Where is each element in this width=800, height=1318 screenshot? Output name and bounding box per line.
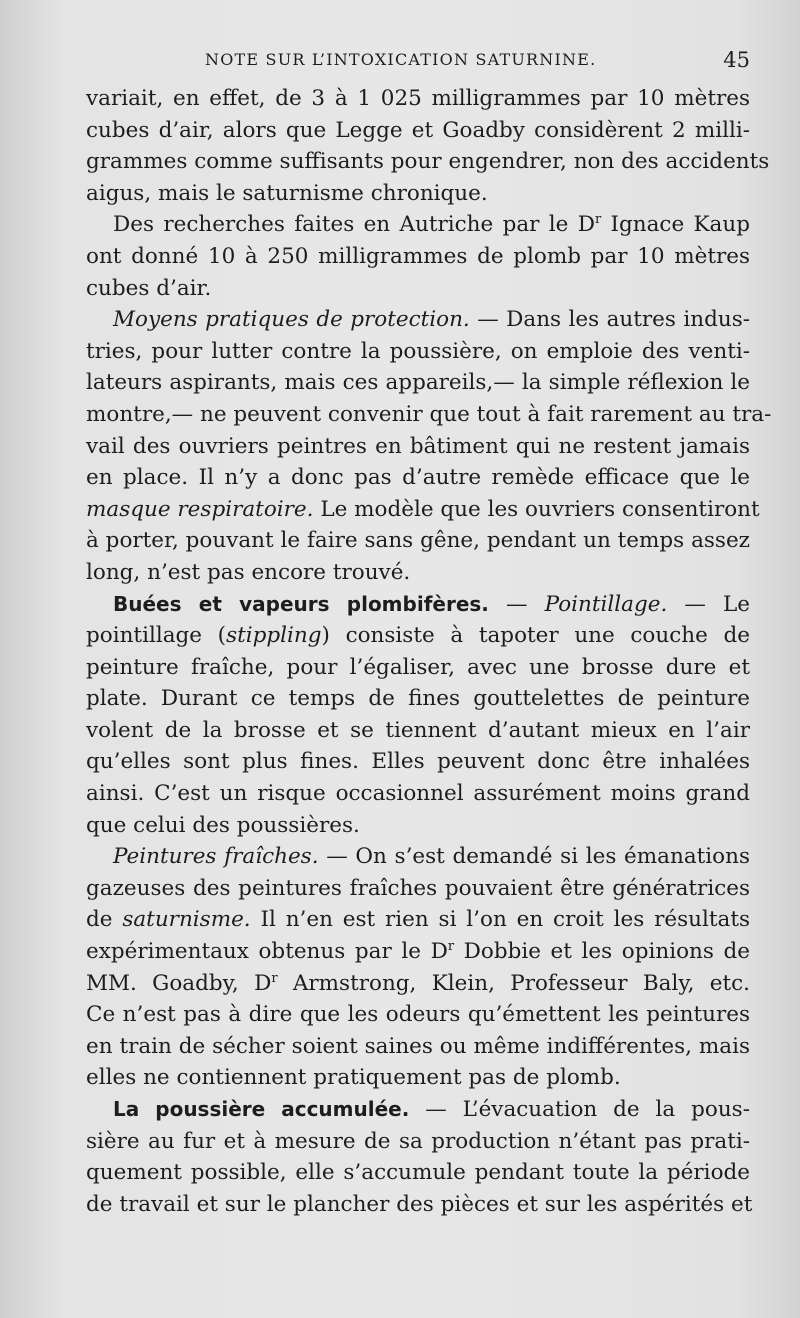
text-line: Ce n’est pas à dire que les odeurs qu’émettent les peintures	[86, 1002, 750, 1028]
page-number: 45	[723, 48, 750, 72]
subheading-italic: Peintures fraîches.	[113, 844, 319, 870]
text-line: de travail et sur le plancher des pièces et sur les aspérités et	[86, 1191, 753, 1217]
text-line: gazeuses des peintures fraîches pouvaient être génératrices	[86, 875, 750, 901]
superscript: r	[271, 970, 278, 986]
text-line: quement possible, elle s’accumule pendant toute la période	[86, 1160, 750, 1186]
page-header	[205, 48, 750, 74]
text-line: vail des ouvriers peintres en bâtiment qui ne restent jamais	[86, 433, 750, 459]
section-heading: La poussière accumulée.	[113, 1097, 410, 1121]
text-line: elles ne contiennent pratiquement pas de plomb.	[86, 1065, 621, 1091]
text-line	[86, 968, 750, 1000]
text-line: en place. Il n’y a donc pas d’autre remède efficace que le	[86, 465, 750, 491]
text-line	[86, 209, 750, 241]
subheading-italic: Pointillage.	[544, 591, 668, 617]
text-line	[86, 620, 750, 652]
text-run: Ignace Kaup	[601, 212, 750, 238]
text-line: ont donné 10 à 250 milligrammes de plomb par 10 mètres	[86, 243, 750, 269]
text-line	[86, 589, 750, 621]
text-run: de	[86, 907, 123, 933]
superscript: r	[594, 212, 602, 228]
text-line: long, n’est pas encore trouvé.	[86, 559, 411, 585]
text-line: lateurs aspirants, mais ces appareils,— la simple réflexion le	[86, 370, 750, 396]
text-line: plate. Durant ce temps de fines gouttelettes de peinture	[86, 686, 750, 712]
text-line: que celui des poussières.	[86, 812, 360, 838]
text-line: montre,— ne peuvent convenir que tout à fait rarement au tra-	[86, 401, 772, 427]
text-run: — On s’est demandé si les émanations	[318, 844, 750, 870]
text-line	[86, 904, 750, 936]
text-run: Armstrong, Klein, Professeur Baly, etc.	[277, 970, 750, 996]
body-text	[86, 83, 772, 1220]
text-line: variait, en effet, de 3 à 1 025 milligrammes par 10 mètres	[86, 86, 750, 111]
italic-run: stippling	[226, 623, 322, 649]
text-line: tries, pour lutter contre la poussière, on emploie des venti-	[86, 338, 750, 364]
text-run: Le modèle que les ouvriers consentiront	[313, 496, 760, 522]
running-title: NOTE SUR L’INTOXICATION SATURNINE.	[205, 50, 597, 69]
text-run: expérimentaux obtenus par le D	[86, 939, 448, 965]
text-line: volent de la brosse et se tiennent d’autant mieux en l’air	[86, 717, 750, 743]
text-run: — Dans les autres indus-	[469, 307, 750, 333]
text-run: —	[488, 591, 545, 617]
text-line	[86, 1094, 750, 1126]
italic-run: saturnisme.	[122, 907, 251, 933]
text-line	[86, 494, 760, 526]
text-line: en train de sécher soient saines ou même indifférentes, mais	[86, 1033, 750, 1059]
text-run: Il n’en est rien si l’on en croit les résultats	[250, 907, 750, 933]
text-line: sière au fur et à mesure de sa production n’étant pas prati-	[86, 1128, 750, 1154]
text-run: pointillage (	[86, 623, 227, 649]
text-line: cubes d’air.	[86, 275, 212, 301]
superscript: r	[447, 939, 455, 955]
subheading-italic: Moyens pratiques de protection.	[113, 307, 470, 333]
text-line: qu’elles sont plus fines. Elles peuvent donc être inhalées	[86, 749, 750, 775]
text-run: ) consiste à tapoter une couche de	[321, 623, 750, 649]
text-run: — L’évacuation de la pous-	[409, 1097, 750, 1122]
text-line: ainsi. C’est un risque occasionnel assurément moins grand	[86, 781, 750, 807]
text-line	[86, 936, 750, 968]
text-line: aigus, mais le saturnisme chronique.	[86, 180, 488, 206]
text-line: cubes d’air, alors que Legge et Goadby considèrent 2 milli-	[86, 117, 750, 143]
text-run: MM. Goadby, D	[86, 970, 272, 996]
text-line: peinture fraîche, pour l’égaliser, avec une brosse dure et	[86, 654, 750, 680]
text-line	[86, 841, 750, 873]
italic-run: masque respiratoire.	[86, 496, 314, 522]
text-line: grammes comme suffisants pour engendrer, non des accidents	[86, 149, 770, 175]
text-run: Dobbie et les opinions de	[454, 939, 750, 965]
text-run: — Le	[667, 591, 750, 617]
text-line	[86, 304, 750, 336]
text-line: à porter, pouvant le faire sans gêne, pendant un temps assez	[86, 528, 750, 554]
section-heading: Buées et vapeurs plombifères.	[113, 591, 489, 616]
text-run: Des recherches faites en Autriche par le D	[113, 212, 595, 238]
